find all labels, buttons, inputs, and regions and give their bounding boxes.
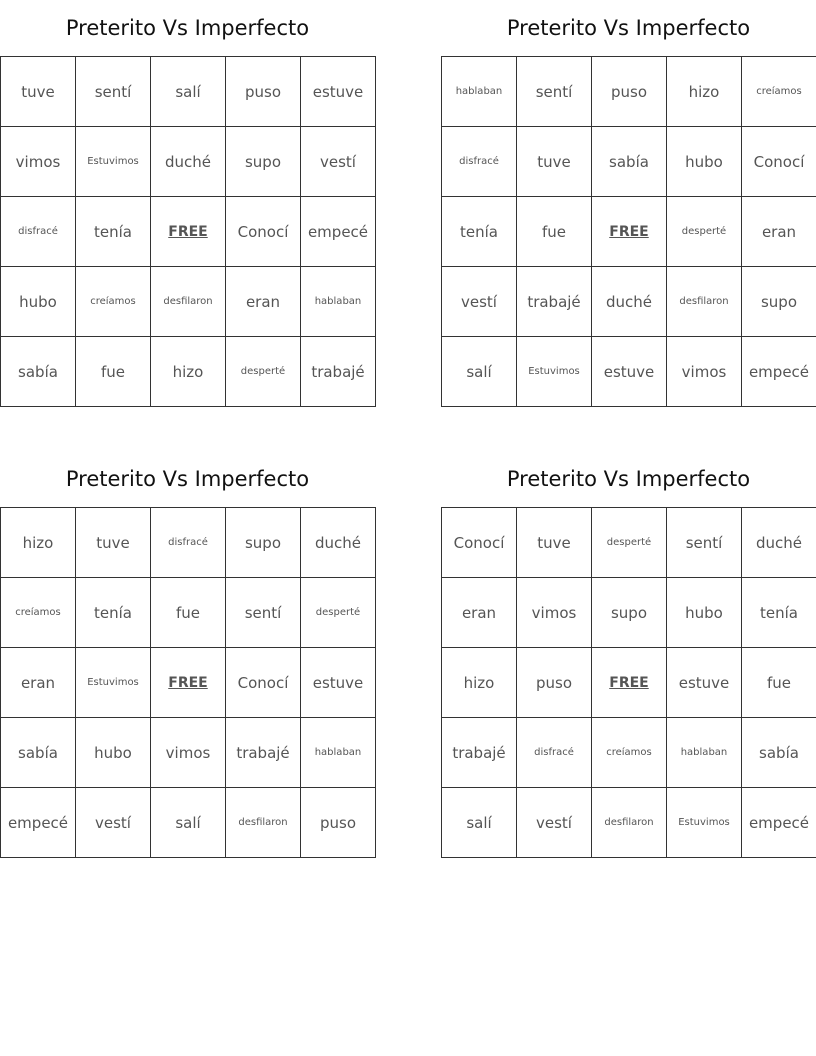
grid-row <box>1 127 376 197</box>
bingo-cell: tenía <box>442 197 517 267</box>
grid-row <box>1 648 376 718</box>
card-title: Preterito Vs Imperfecto <box>65 467 310 491</box>
bingo-cell: trabajé <box>226 718 301 788</box>
grid-row <box>1 337 376 407</box>
bingo-cell: tenía <box>76 578 151 648</box>
bingo-cell: supo <box>592 578 667 648</box>
bingo-cell: Conocí <box>226 197 301 267</box>
bingo-cell: disfracé <box>151 508 226 578</box>
bingo-cell: disfracé <box>1 197 76 267</box>
free-space-cell: FREE <box>592 197 667 267</box>
bingo-cell: eran <box>742 197 816 267</box>
bingo-cell: hizo <box>442 648 517 718</box>
bingo-cell: supo <box>742 267 816 337</box>
bingo-cell: tenía <box>742 578 816 648</box>
grid-row <box>1 578 376 648</box>
bingo-cell: creíamos <box>1 578 76 648</box>
bingo-cell: vestí <box>76 788 151 858</box>
bingo-cell: empecé <box>1 788 76 858</box>
bingo-cell: empecé <box>742 788 816 858</box>
bingo-cell: salí <box>151 57 226 127</box>
bingo-cell: hablaban <box>301 718 376 788</box>
bingo-cell: duché <box>301 508 376 578</box>
bingo-cell: trabajé <box>517 267 592 337</box>
bingo-cell: creíamos <box>742 57 816 127</box>
grid-row <box>442 197 816 267</box>
bingo-cell: desfilaron <box>226 788 301 858</box>
bingo-cell: empecé <box>301 197 376 267</box>
bingo-cell: hablaban <box>301 267 376 337</box>
grid-row <box>442 57 816 127</box>
bingo-cell: fue <box>742 648 816 718</box>
bingo-cell: hizo <box>151 337 226 407</box>
bingo-cell: Estuvimos <box>517 337 592 407</box>
bingo-cell: salí <box>442 337 517 407</box>
bingo-cell: desperté <box>301 578 376 648</box>
bingo-grid <box>0 56 376 407</box>
bingo-cell: tenía <box>76 197 151 267</box>
bingo-cell: vestí <box>517 788 592 858</box>
bingo-cell: Estuvimos <box>667 788 742 858</box>
bingo-cell: hubo <box>76 718 151 788</box>
bingo-card-4 <box>441 451 816 858</box>
bingo-cell: salí <box>151 788 226 858</box>
bingo-cell: Estuvimos <box>76 127 151 197</box>
bingo-cell: hizo <box>667 57 742 127</box>
bingo-card-2 <box>441 0 816 407</box>
bingo-cell: eran <box>1 648 76 718</box>
grid-row <box>1 788 376 858</box>
bingo-cell: supo <box>226 508 301 578</box>
card-title: Preterito Vs Imperfecto <box>506 467 751 491</box>
bingo-grid <box>441 507 816 858</box>
bingo-cell: sentí <box>76 57 151 127</box>
bingo-cell: trabajé <box>442 718 517 788</box>
bingo-cell: vimos <box>667 337 742 407</box>
bingo-cell: disfracé <box>442 127 517 197</box>
free-space-cell: FREE <box>592 648 667 718</box>
bingo-cell: sentí <box>667 508 742 578</box>
bingo-cell: tuve <box>1 57 76 127</box>
card-title: Preterito Vs Imperfecto <box>65 16 310 40</box>
bingo-cell: empecé <box>742 337 816 407</box>
free-space-cell: FREE <box>151 197 226 267</box>
bingo-cell: desperté <box>226 337 301 407</box>
bingo-cell: sentí <box>226 578 301 648</box>
bingo-cell: puso <box>592 57 667 127</box>
bingo-cell: disfracé <box>517 718 592 788</box>
bingo-cell: Conocí <box>742 127 816 197</box>
bingo-cell: hablaban <box>442 57 517 127</box>
grid-row <box>442 267 816 337</box>
bingo-cell: Conocí <box>226 648 301 718</box>
bingo-cell: estuve <box>592 337 667 407</box>
bingo-cell: sabía <box>1 337 76 407</box>
bingo-cell: fue <box>151 578 226 648</box>
grid-row <box>442 508 816 578</box>
bingo-cell: fue <box>517 197 592 267</box>
bingo-cell: sabía <box>1 718 76 788</box>
bingo-cell: sabía <box>742 718 816 788</box>
grid-row <box>442 578 816 648</box>
bingo-cell: vestí <box>442 267 517 337</box>
bingo-cell: Estuvimos <box>76 648 151 718</box>
grid-row <box>442 718 816 788</box>
bingo-cell: duché <box>742 508 816 578</box>
bingo-cell: trabajé <box>301 337 376 407</box>
bingo-cell: eran <box>226 267 301 337</box>
bingo-cell: sabía <box>592 127 667 197</box>
bingo-cell: Conocí <box>442 508 517 578</box>
bingo-cell: creíamos <box>76 267 151 337</box>
grid-row <box>1 508 376 578</box>
bingo-cell: sentí <box>517 57 592 127</box>
grid-row <box>1 197 376 267</box>
bingo-cell: fue <box>76 337 151 407</box>
bingo-cell: duché <box>592 267 667 337</box>
bingo-card-1 <box>0 0 375 407</box>
bingo-cell: tuve <box>517 508 592 578</box>
bingo-cell: desfilaron <box>592 788 667 858</box>
bingo-cell: eran <box>442 578 517 648</box>
bingo-cell: hubo <box>667 578 742 648</box>
bingo-cell: desperté <box>667 197 742 267</box>
bingo-cell: puso <box>301 788 376 858</box>
bingo-cell: hubo <box>667 127 742 197</box>
bingo-cell: vimos <box>151 718 226 788</box>
grid-row <box>442 337 816 407</box>
bingo-cell: estuve <box>667 648 742 718</box>
bingo-cell: desperté <box>592 508 667 578</box>
bingo-cell: tuve <box>517 127 592 197</box>
bingo-cell: duché <box>151 127 226 197</box>
free-space-cell: FREE <box>151 648 226 718</box>
bingo-cell: estuve <box>301 57 376 127</box>
bingo-grid <box>0 507 376 858</box>
bingo-card-3 <box>0 451 375 858</box>
bingo-cell: hablaban <box>667 718 742 788</box>
bingo-cell: vimos <box>1 127 76 197</box>
card-title: Preterito Vs Imperfecto <box>506 16 751 40</box>
grid-row <box>1 267 376 337</box>
bingo-cell: desfilaron <box>151 267 226 337</box>
grid-row <box>1 718 376 788</box>
bingo-cell: puso <box>517 648 592 718</box>
bingo-cell: desfilaron <box>667 267 742 337</box>
grid-row <box>442 788 816 858</box>
bingo-cell: creíamos <box>592 718 667 788</box>
bingo-cell: hizo <box>1 508 76 578</box>
bingo-cell: vimos <box>517 578 592 648</box>
bingo-cell: tuve <box>76 508 151 578</box>
bingo-cell: hubo <box>1 267 76 337</box>
grid-row <box>442 648 816 718</box>
bingo-cell: estuve <box>301 648 376 718</box>
bingo-cell: puso <box>226 57 301 127</box>
grid-row <box>442 127 816 197</box>
bingo-cell: salí <box>442 788 517 858</box>
bingo-cell: supo <box>226 127 301 197</box>
bingo-grid <box>441 56 816 407</box>
grid-row <box>1 57 376 127</box>
bingo-cell: vestí <box>301 127 376 197</box>
